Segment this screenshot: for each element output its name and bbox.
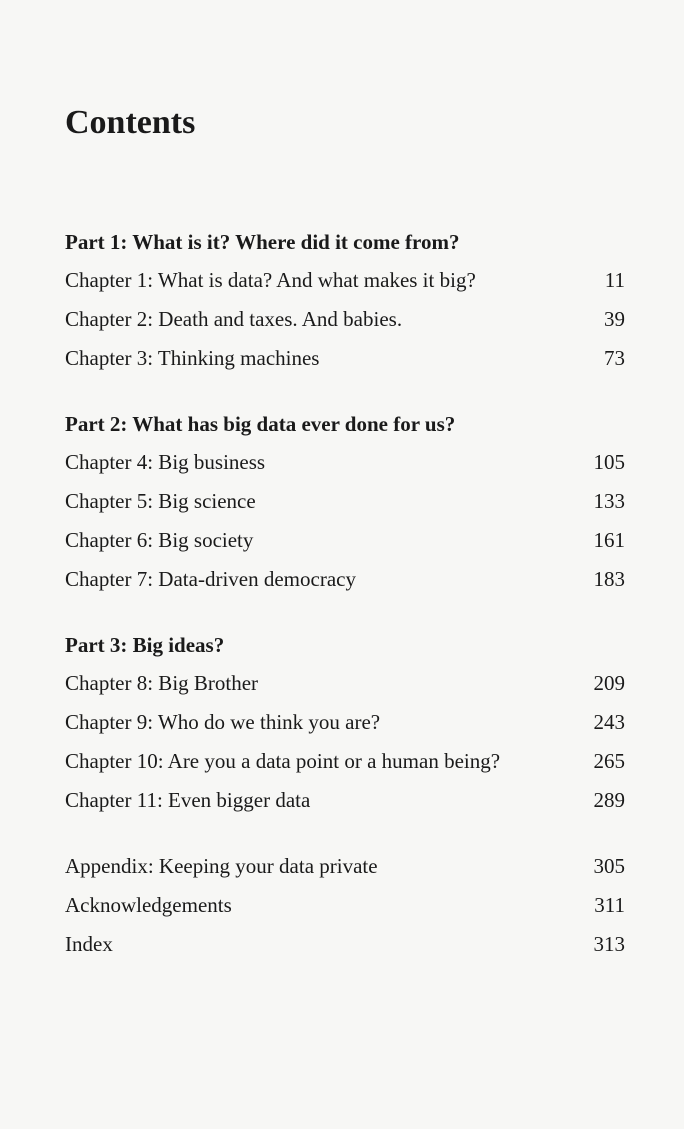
entry-label: Chapter 9: Who do we think you are? [65,710,381,734]
toc-entry[interactable] [65,560,625,599]
page-title: Contents [65,104,196,141]
toc-entry[interactable] [65,339,625,378]
entry-label: Chapter 7: Data-driven democracy [65,567,356,591]
entry-page-number: 209 [593,671,625,695]
entry-page-number: 133 [593,489,625,513]
toc-part-2 [65,405,625,599]
table-of-contents [65,223,625,964]
section-gap [65,820,625,847]
entry-page-number: 311 [594,893,625,917]
entry-page-number: 243 [593,710,625,734]
toc-entry[interactable] [65,742,625,781]
entry-page-number: 161 [593,528,625,552]
toc-entry[interactable] [65,781,625,820]
toc-back-matter [65,847,625,964]
entry-label: Chapter 5: Big science [65,489,256,513]
entry-label: Acknowledgements [65,893,232,917]
toc-entry[interactable] [65,300,625,339]
entry-page-number: 105 [593,450,625,474]
entry-page-number: 39 [604,307,625,331]
toc-part-1 [65,223,625,378]
section-gap [65,599,625,626]
entry-label: Chapter 4: Big business [65,450,266,474]
part-heading: Part 3: Big ideas? [65,633,225,657]
toc-entry[interactable] [65,925,625,964]
entry-page-number: 183 [593,567,625,591]
toc-entry[interactable] [65,886,625,925]
part-heading: Part 2: What has big data ever done for us? [65,412,456,436]
part-heading: Part 1: What is it? Where did it come from? [65,230,460,254]
entry-label: Chapter 11: Even bigger data [65,788,311,812]
entry-page-number: 289 [593,788,625,812]
toc-entry[interactable] [65,482,625,521]
entry-label: Appendix: Keeping your data private [65,854,378,878]
entry-label: Index [65,932,113,956]
entry-label: Chapter 6: Big society [65,528,254,552]
toc-entry[interactable] [65,703,625,742]
toc-entry[interactable] [65,664,625,703]
toc-part-3 [65,626,625,820]
toc-entry[interactable] [65,847,625,886]
entry-page-number: 313 [593,932,625,956]
entry-label: Chapter 1: What is data? And what makes it big? [65,268,476,292]
toc-entry[interactable] [65,443,625,482]
entry-page-number: 265 [593,749,625,773]
entry-label: Chapter 3: Thinking machines [65,346,320,370]
section-gap [65,378,625,405]
entry-label: Chapter 2: Death and taxes. And babies. [65,307,403,331]
entry-page-number: 305 [593,854,625,878]
entry-page-number: 73 [604,346,625,370]
toc-entry[interactable] [65,261,625,300]
entry-label: Chapter 8: Big Brother [65,671,259,695]
entry-page-number: 11 [604,268,625,292]
entry-label: Chapter 10: Are you a data point or a human being? [65,749,501,773]
toc-entry[interactable] [65,521,625,560]
